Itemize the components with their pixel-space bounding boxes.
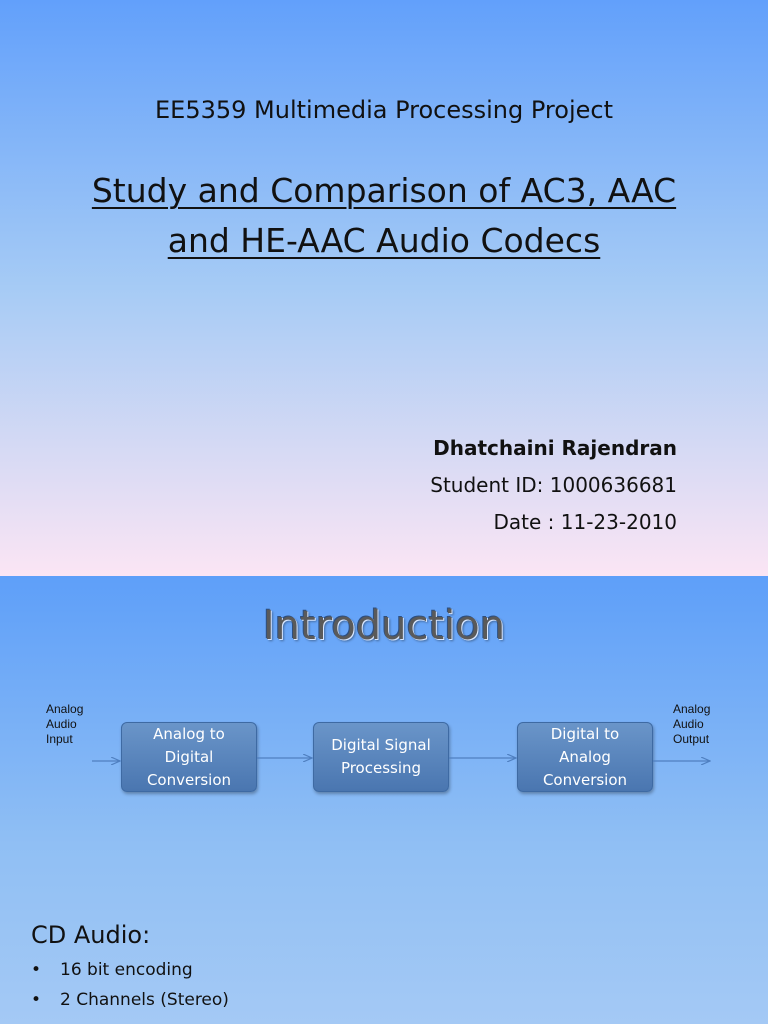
dsp-block [313,722,449,792]
adc-block-label: Analog to Digital Conversion [146,724,232,789]
dsp-block-label: Digital Signal Processing [331,736,431,777]
author-block [430,430,677,541]
list-item [31,955,229,985]
list-item-text: 16 bit encoding [60,960,193,980]
bullet-icon: • [31,990,42,1010]
output-label [673,702,710,747]
output-label-line: Output [673,732,710,746]
student-id: Student ID: 1000636681 [430,473,677,497]
list-item-text: 2 Channels (Stereo) [60,990,229,1010]
bullet-icon: • [31,960,42,980]
cd-audio-list [31,955,229,1015]
output-label-line: Audio [673,717,704,731]
cd-audio-heading: CD Audio: [31,921,151,949]
output-label-line: Analog [673,702,711,716]
input-label-line: Audio [46,717,77,731]
presentation-date: Date : 11-23-2010 [493,510,677,534]
adc-block [121,722,257,792]
input-label-line: Input [46,732,73,746]
dac-block-label: Digital to Analog Conversion [542,724,628,789]
author-name: Dhatchaini Rajendran [433,436,677,460]
list-item [31,985,229,1015]
title-line-1: Study and Comparison of AC3, AAC [91,171,677,210]
input-label-line: Analog [46,702,84,716]
presentation-title [0,166,768,266]
dac-block [517,722,653,792]
course-name: EE5359 Multimedia Processing Project [155,96,613,124]
title-line-2: and HE-AAC Audio Codecs [167,221,601,260]
input-label [46,702,83,747]
slide-heading: Introduction [262,603,506,649]
